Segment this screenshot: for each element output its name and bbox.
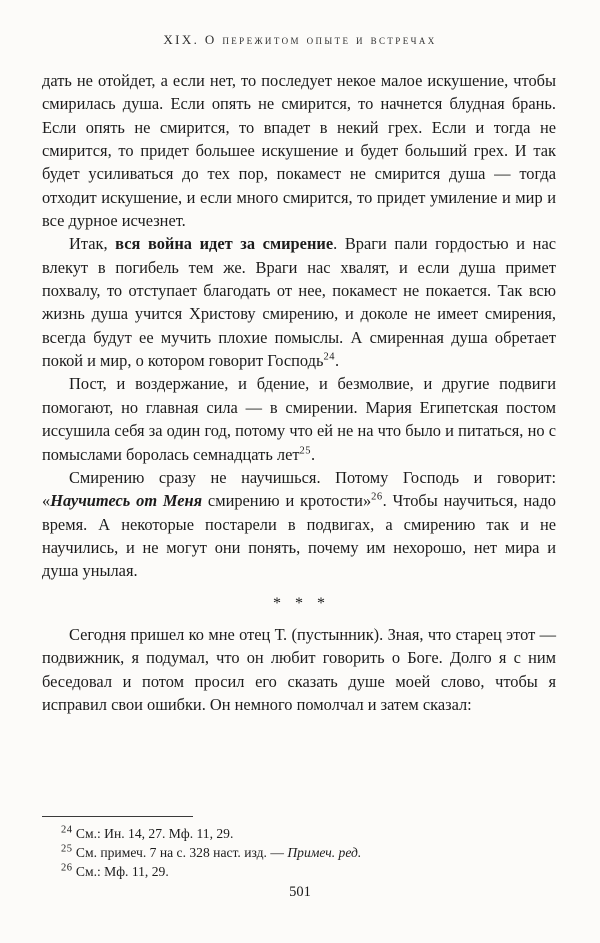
footnote-number: 26 [61,862,73,874]
footnote-text: См. примеч. 7 на с. 328 наст. изд. — [72,845,288,861]
page-body [42,69,556,716]
text-segment: . Враги пали гордостью и нас влекут в погибель тем же. Враги нас хвалят, и если душа примет похвалу, то отступает благодать от нее, покамест не покается. Так всю жизнь душа учится Христову смирению, и доколе не имеет смирения, всегда будут ее мучить плохие помыслы. А смиренная душа обретает покой и мир, о котором говорит Господь [42,234,556,371]
running-header: XIX. О пережитом опыте и встречах [163,32,437,47]
footnote-editor-note: Примеч. ред. [287,845,362,861]
footnote-text: См.: Ин. 14, 27. Мф. 11, 29. [72,826,234,841]
footnotes-block [42,816,556,882]
footnote-number: 25 [61,843,73,855]
footnote-number: 24 [61,824,73,836]
text-segment: Смирению сразу не научишься. Потому Господь и говорит: « [42,467,556,511]
footnote [42,862,556,881]
page-number: 501 [289,884,311,900]
footnote-marker: 25 [299,445,312,457]
text-segment: смирению и кротости» [202,491,372,511]
text-segment: . [311,444,316,464]
footnote-marker: 24 [323,351,335,363]
footnote [42,824,556,843]
paragraph: Сегодня пришел ко мне отец Т. (пустынник). Зная, что старец этот — подвижник, я подумал, что он любит говорить о Боге. Долго я с ним беседовал и потом просил его сказать душе моей слово, чтобы я исправил свои ошибки. Он немного помолчал и затем сказал: [42,624,556,714]
footnote-text: См.: Мф. 11, 29. [72,864,169,880]
footnote-marker: 26 [371,491,383,503]
paragraph [42,372,556,465]
scripture-quote: Научитесь от Меня [50,491,203,511]
paragraph [42,466,556,583]
section-separator: * * * [273,594,325,612]
bold-emphasis: вся война идет за смирение [115,234,334,254]
text-segment: Итак, [69,234,116,254]
text-segment: Пост, и воздержание, и бдение, и безмолвие, и другие подвиги помогают, но главная сила — в смирении. Мария Египетская постом иссушила себя за один год, потому что ей не на что было и питаться, но с помыслами боролась семнадцать лет [42,374,556,464]
text-segment: . Чтобы научиться, надо время. А некоторые постарели в подвигах, а смирению так и не научились, и не могут они понять, почему им нехорошо, нет мира и душа унылая. [42,491,556,581]
footnote-rule [42,816,193,817]
paragraph [42,232,556,372]
paragraph: дать не отойдет, а если нет, то последует некое малое искушение, чтобы смирилась душа. Если опять не смирится, то начнется блудная брань. Если опять не смирится, то впадет в некий грех. Если и тогда не смирится, то придет большее искушение и будет больший грех. И так будет усиливаться до тех пор, покамест не смирится душа — тогда отходит искушение, и если много смирится, то придет умиление и мир и все дурное исчезнет. [42,71,556,231]
text-segment: . [334,351,340,371]
footnote [42,843,556,862]
